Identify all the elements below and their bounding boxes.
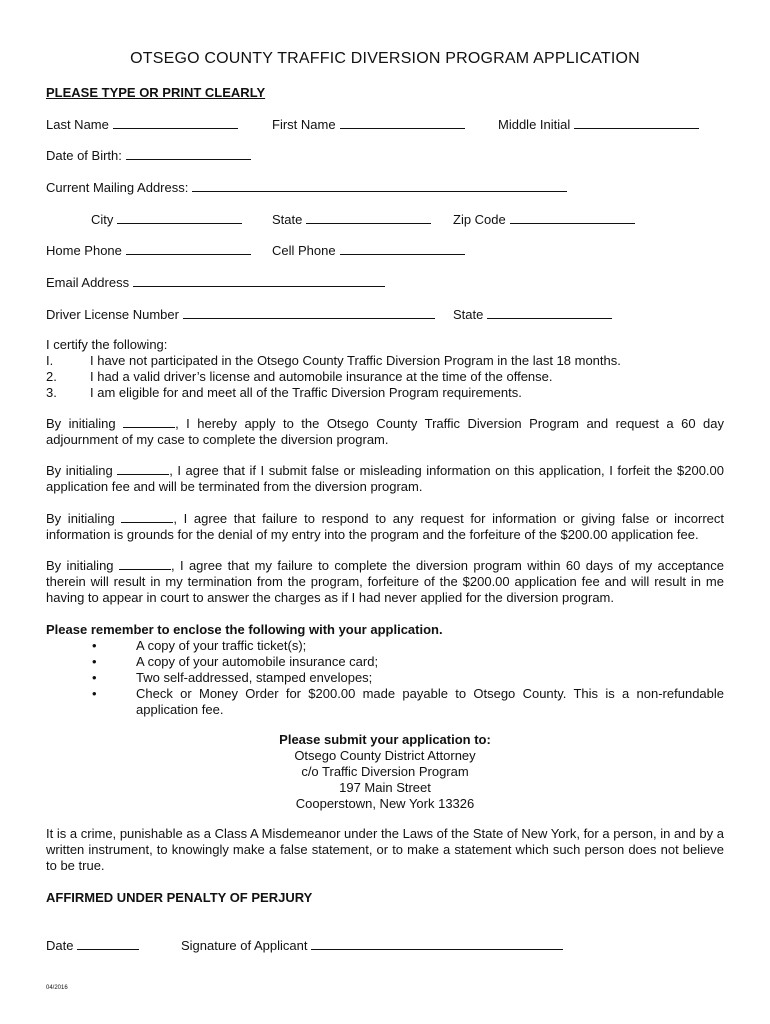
- initial-paragraph-2: [46, 463, 724, 495]
- bullet-icon: •: [92, 654, 97, 669]
- dl-state-blank[interactable]: [487, 306, 612, 319]
- certify-number: I.: [46, 353, 54, 368]
- driver-license-label: Driver License Number: [46, 307, 179, 322]
- initial-blank[interactable]: [123, 416, 175, 428]
- enclose-item: A copy of your traffic ticket(s);: [136, 638, 307, 653]
- zip-field[interactable]: [453, 211, 635, 228]
- state-blank[interactable]: [306, 211, 431, 224]
- middle-initial-label: Middle Initial: [498, 117, 571, 132]
- city-field[interactable]: [91, 211, 242, 228]
- email-field[interactable]: [46, 274, 385, 291]
- certify-intro: I certify the following:: [46, 337, 168, 352]
- initial-text: , I agree that if I submit false or misleading information on this application, I forfeit the $200.00 application fee and will be terminated from the diversion program.: [46, 463, 724, 494]
- initial-blank[interactable]: [121, 511, 173, 523]
- enclose-item: A copy of your automobile insurance card;: [136, 654, 379, 669]
- form-title: OTSEGO COUNTY TRAFFIC DIVERSION PROGRAM APPLICATION: [130, 50, 640, 67]
- dob-field[interactable]: [46, 147, 251, 164]
- enclose-item: Two self-addressed, stamped envelopes;: [136, 670, 373, 685]
- dl-state-field[interactable]: [453, 306, 612, 323]
- instruction-heading: PLEASE TYPE OR PRINT CLEARLY: [46, 85, 266, 100]
- middle-initial-field[interactable]: [498, 116, 699, 133]
- certify-number: 2.: [46, 369, 57, 384]
- signature-label: Signature of Applicant: [181, 938, 308, 953]
- perjury-warning: It is a crime, punishable as a Class A Misdemeanor under the Laws of the State of New York, for a person, in and by a written instrument, to knowingly make a false statement, or to make a statement which such person does not believe to be true.: [46, 826, 724, 873]
- signature-field[interactable]: [181, 937, 563, 954]
- first-name-blank[interactable]: [340, 116, 465, 129]
- initial-prefix: By initialing: [46, 463, 118, 478]
- state-label: State: [272, 212, 303, 227]
- bullet-icon: •: [92, 670, 97, 685]
- submit-address-line: 197 Main Street: [339, 780, 431, 795]
- driver-license-field[interactable]: [46, 306, 435, 323]
- submit-address-line: Cooperstown, New York 13326: [295, 796, 475, 811]
- certify-text: I had a valid driver’s license and automobile insurance at the time of the offense.: [90, 369, 553, 384]
- mailing-address-blank[interactable]: [192, 179, 567, 192]
- affirmed-heading: AFFIRMED UNDER PENALTY OF PERJURY: [46, 890, 313, 905]
- initial-prefix: By initialing: [46, 511, 122, 526]
- initial-paragraph-4: [46, 558, 724, 606]
- middle-initial-blank[interactable]: [574, 116, 699, 129]
- certify-text: I have not participated in the Otsego County Traffic Diversion Program in the last 18 months.: [90, 353, 621, 368]
- certify-text: I am eligible for and meet all of the Traffic Diversion Program requirements.: [90, 385, 522, 400]
- certify-number: 3.: [46, 385, 57, 400]
- last-name-field[interactable]: [46, 116, 238, 133]
- mailing-address-label: Current Mailing Address:: [46, 180, 189, 195]
- submit-heading: Please submit your application to:: [279, 732, 491, 747]
- submit-address-line: c/o Traffic Diversion Program: [301, 764, 469, 779]
- dl-state-label: State: [453, 307, 484, 322]
- home-phone-label: Home Phone: [46, 243, 122, 258]
- city-blank[interactable]: [117, 211, 242, 224]
- mailing-address-field[interactable]: [46, 179, 567, 196]
- home-phone-blank[interactable]: [126, 242, 251, 255]
- initial-text: , I hereby apply to the Otsego County Traffic Diversion Program and request a 60 day adjournment of my case to complete the diversion program.: [46, 416, 724, 447]
- submit-address-line: Otsego County District Attorney: [294, 748, 476, 763]
- last-name-label: Last Name: [46, 117, 109, 132]
- enclose-item: Check or Money Order for $200.00 made payable to Otsego County. This is a non-refundable application fee.: [136, 686, 724, 717]
- initial-paragraph-3: [46, 511, 724, 543]
- date-blank[interactable]: [77, 937, 139, 950]
- dob-blank[interactable]: [126, 147, 251, 160]
- initial-prefix: By initialing: [46, 558, 119, 573]
- state-field[interactable]: [272, 211, 431, 228]
- dob-label: Date of Birth:: [46, 148, 122, 163]
- enclose-heading: Please remember to enclose the following with your application.: [46, 622, 443, 637]
- date-field[interactable]: [46, 937, 139, 954]
- cell-phone-blank[interactable]: [340, 242, 465, 255]
- first-name-label: First Name: [272, 117, 336, 132]
- last-name-blank[interactable]: [113, 116, 238, 129]
- zip-blank[interactable]: [510, 211, 635, 224]
- bullet-icon: •: [92, 638, 97, 653]
- cell-phone-field[interactable]: [272, 242, 465, 259]
- first-name-field[interactable]: [272, 116, 465, 133]
- email-blank[interactable]: [133, 274, 385, 287]
- cell-phone-label: Cell Phone: [272, 243, 336, 258]
- city-label: City: [91, 212, 114, 227]
- signature-blank[interactable]: [311, 937, 563, 950]
- initial-blank[interactable]: [119, 558, 171, 570]
- date-label: Date: [46, 938, 74, 953]
- bullet-icon: •: [92, 686, 97, 701]
- initial-text: , I agree that failure to respond to any request for information or giving false or incorrect information is grounds for the denial of my entry into the program and the forfeiture of the $200.00 application fee.: [46, 511, 724, 542]
- email-label: Email Address: [46, 275, 130, 290]
- initial-text: , I agree that my failure to complete the diversion program within 60 days of my acceptance therein will result in my termination from the program, forfeiture of the $200.00 application fee and will result in me having to appear in court to answer the charges as if I had never applied for the diversion program.: [46, 558, 724, 605]
- home-phone-field[interactable]: [46, 242, 251, 259]
- zip-label: Zip Code: [453, 212, 506, 227]
- initial-paragraph-1: [46, 416, 724, 448]
- form-revision-code: 04/2016: [46, 985, 68, 991]
- initial-prefix: By initialing: [46, 416, 124, 431]
- initial-blank[interactable]: [117, 463, 169, 475]
- driver-license-blank[interactable]: [183, 306, 435, 319]
